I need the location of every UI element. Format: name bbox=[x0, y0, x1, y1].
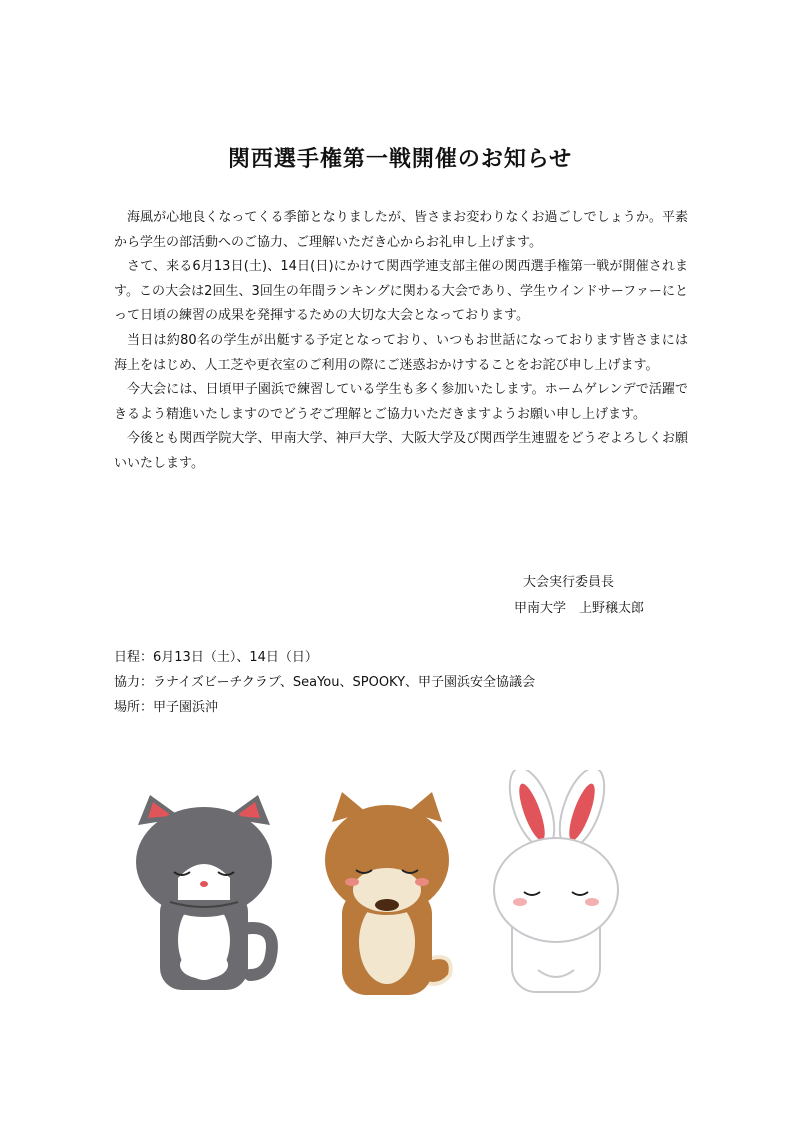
body-paragraph-4: 今大会には、日頃甲子園浜で練習している学生も多く参加いたします。ホームゲレンデで活躍できるよう精進いたしますのでどうぞご理解とご協力いただきますようお願い申し上げます。 bbox=[114, 382, 688, 422]
bowing-animals-illustration bbox=[120, 770, 660, 1010]
notice-body bbox=[114, 206, 688, 477]
signature-block bbox=[514, 570, 644, 622]
detail-location: 場所：甲子園浜沖 bbox=[114, 700, 219, 715]
bowing-cat-icon bbox=[136, 795, 272, 990]
signature-role: 大会実行委員長 bbox=[523, 575, 615, 590]
signature-name: 甲南大学 上野穣太郎 bbox=[514, 601, 645, 616]
notice-title: 関西選手権第一戦開催のお知らせ bbox=[227, 147, 573, 172]
body-paragraph-2: さて、来る6月13日(土)、14日(日)にかけて関西学連支部主催の関西選手権第一戦が開催されます。この大会は2回生、3回生の年間ランキングに関わる大会であり、学生ウインドサーファーにとって日頃の練習の成果を発揮するための大切な大会となっております。 bbox=[114, 259, 688, 324]
detail-schedule: 日程：6月13日（土）、14日（日） bbox=[114, 650, 318, 665]
body-paragraph-1: 海風が心地良くなってくる季節となりましたが、皆さまお変わりなくお過ごしでしょうか。平素から学生の部活動へのご協力、ご理解いただき心からお礼申し上げます。 bbox=[114, 210, 688, 250]
body-paragraph-3: 当日は約80名の学生が出艇する予定となっており、いつもお世話になっております皆さまには海上をはじめ、人工芝や更衣室のご利用の際にご迷惑おかけすることをお詫び申し上げます。 bbox=[114, 332, 688, 373]
bowing-rabbit-icon bbox=[494, 770, 618, 992]
body-paragraph-5: 今後とも関西学院大学、甲南大学、神戸大学、大阪大学及び関西学生連盟をどうぞよろしくお願いいたします。 bbox=[114, 431, 688, 471]
bowing-dog-icon bbox=[325, 792, 451, 995]
detail-cooperation: 協力：ラナイズビーチクラブ、SeaYou、SPOOKY、甲子園浜安全協議会 bbox=[114, 675, 536, 690]
event-details bbox=[114, 645, 535, 720]
